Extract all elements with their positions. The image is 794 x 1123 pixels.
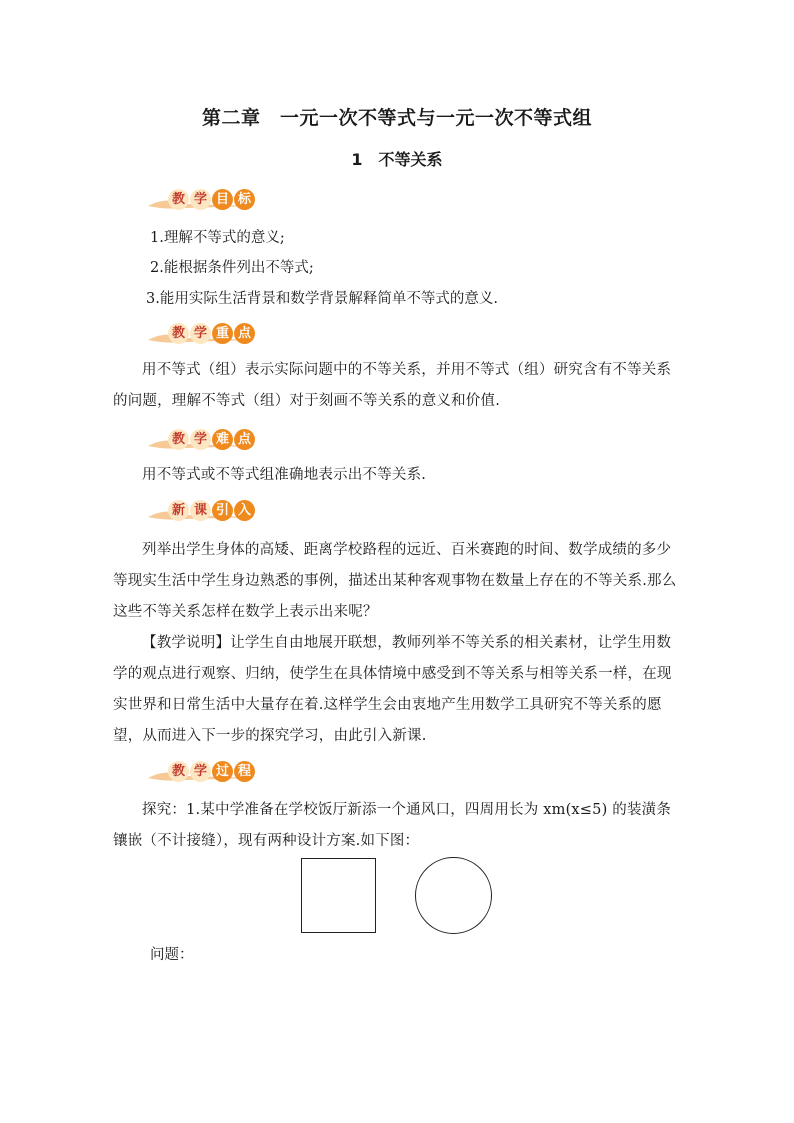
- badge-char: 学: [190, 323, 211, 344]
- badge-introduction: [146, 499, 258, 523]
- badge-char: 点: [234, 429, 255, 450]
- badge-char: 学: [190, 761, 211, 782]
- badge-char: 教: [168, 429, 189, 450]
- objective-item: 1.理解不等式的意义;: [150, 230, 285, 246]
- badge-char: 重: [212, 323, 233, 344]
- badge-char: 点: [234, 323, 255, 344]
- badge-char: 课: [190, 500, 211, 521]
- introduction-text: 列举出学生身体的高矮、距离学校路程的远近、百米赛跑的时间、数学成绩的多少等现实生活中学生身边熟悉的事例，描述出某种客观事物在数量上存在的不等关系.那么这些不等关系怎样在数学上表示出来呢？: [113, 542, 677, 620]
- badge-char: 教: [168, 189, 189, 210]
- badge-difficulties: [146, 428, 258, 452]
- objective-item: 3.能用实际生活背景和数学背景解释简单不等式的意义.: [146, 291, 498, 307]
- badge-char: 标: [234, 189, 255, 210]
- badge-char: 新: [168, 500, 189, 521]
- section-title: 1 不等关系: [351, 150, 443, 169]
- badge-char: 过: [212, 761, 233, 782]
- badge-key-points: [146, 322, 258, 346]
- badge-char: 学: [190, 189, 211, 210]
- badge-char: 教: [168, 761, 189, 782]
- badge-char: 教: [168, 323, 189, 344]
- badge-char: 入: [234, 500, 255, 521]
- badge-char: 引: [212, 500, 233, 521]
- badge-process: [146, 760, 258, 784]
- badge-char: 目: [212, 189, 233, 210]
- chapter-title: 第二章 一元一次不等式与一元一次不等式组: [201, 107, 592, 129]
- square-figure: [301, 858, 376, 933]
- badge-char: 程: [234, 761, 255, 782]
- difficulties-text: 用不等式或不等式组准确地表示出不等关系.: [142, 467, 427, 483]
- badge-char: 难: [212, 429, 233, 450]
- exploration-text: 探究：1.某中学准备在学校饭厅新添一个通风口，四周用长为 xm(x≤5) 的装潢条镶嵌（不计接缝），现有两种设计方案.如下图：: [113, 802, 672, 849]
- badge-objectives: [146, 188, 258, 212]
- question-label: 问题：: [150, 947, 194, 963]
- key-points-text: 用不等式（组）表示实际问题中的不等关系，并用不等式（组）研究含有不等关系的问题，理解不等式（组）对于刻画不等关系的意义和价值.: [113, 362, 672, 409]
- circle-figure: [415, 857, 492, 934]
- teaching-note: 【教学说明】让学生自由地展开联想，教师列举不等关系的相关素材，让学生用数学的观点进行观察、归纳，使学生在具体情境中感受到不等关系与相等关系一样，在现实世界和日常生活中大量存在着.这样学生会由衷地产生用数学工具研究不等关系的愿望，从而进入下一步的探究学习，由此引入新课.: [113, 635, 672, 744]
- objective-item: 2.能根据条件列出不等式;: [150, 260, 314, 276]
- badge-char: 学: [190, 429, 211, 450]
